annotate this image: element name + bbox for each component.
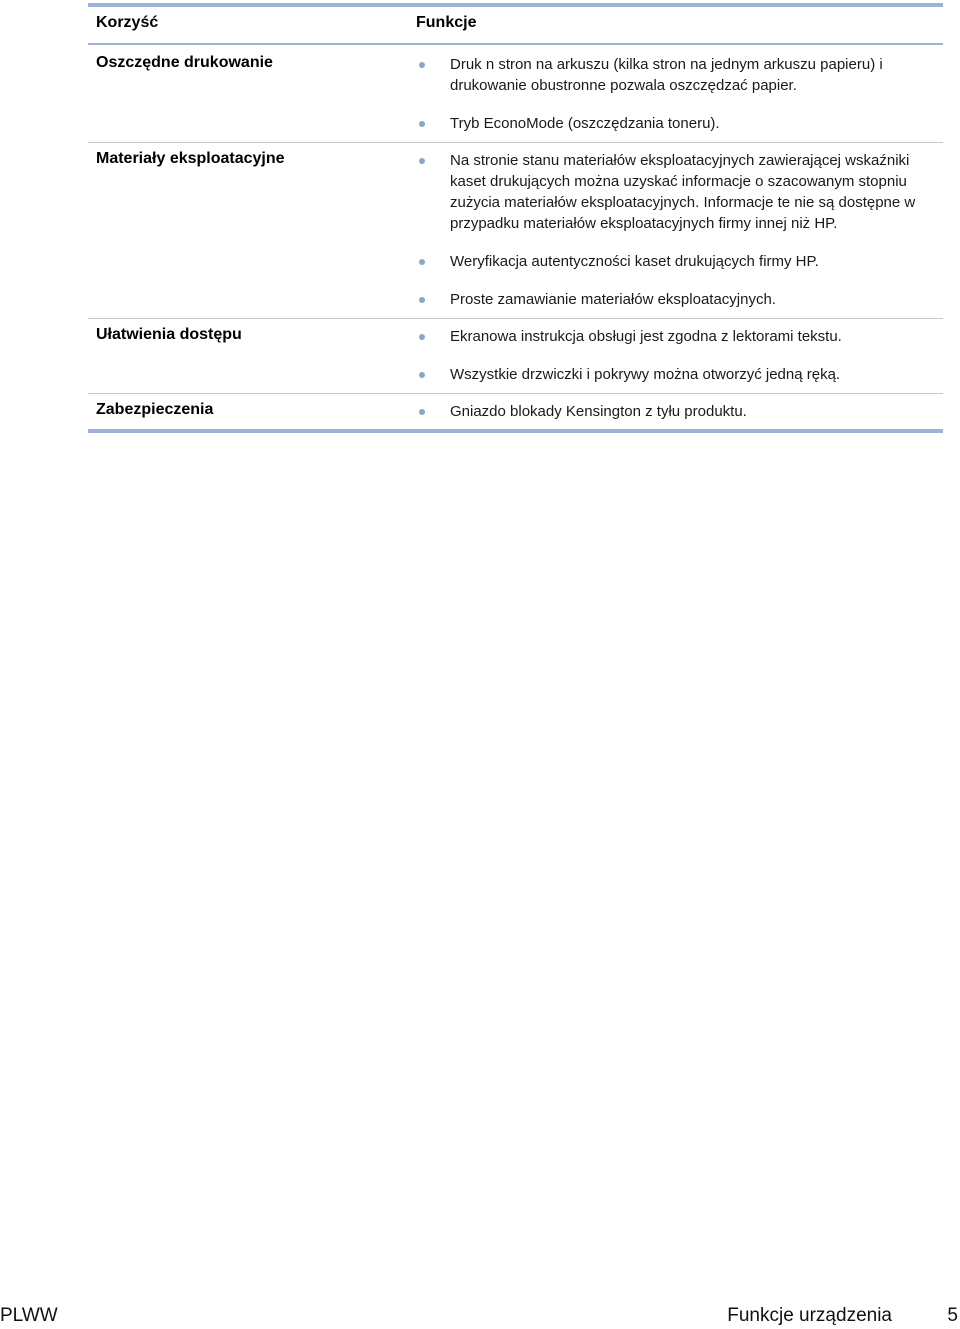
bullet-icon [419, 334, 425, 340]
bullet-icon [419, 62, 425, 68]
bullet-icon [419, 121, 425, 127]
bullet-icon [419, 409, 425, 415]
feature-text: Weryfikacja autentyczności kaset drukujących firmy HP. [450, 253, 819, 270]
bullet-icon [419, 372, 425, 378]
table-bottom-rule [88, 429, 943, 433]
benefit-supplies: Materiały eksploatacyjne [96, 150, 285, 167]
footer-page-number: 5 [947, 1305, 958, 1326]
feature-text: Ekranowa instrukcja obsługi jest zgodna z lektorami tekstu. [450, 328, 842, 345]
header-features: Funkcje [416, 14, 477, 31]
benefit-economical-printing: Oszczędne drukowanie [96, 54, 273, 71]
benefit-accessibility: Ułatwienia dostępu [96, 326, 242, 343]
table-header-rule [88, 43, 943, 45]
row-separator [88, 393, 943, 394]
feature-text: Wszystkie drzwiczki i pokrywy można otworzyć jedną ręką. [450, 366, 841, 383]
feature-text: Tryb EconoMode (oszczędzania toneru). [450, 115, 720, 132]
footer-section-title: Funkcje urządzenia [727, 1305, 892, 1326]
bullet-icon [419, 259, 425, 265]
header-benefit: Korzyść [96, 14, 159, 31]
row-separator [88, 318, 943, 319]
bullet-icon [419, 158, 425, 164]
feature-text: Gniazdo blokady Kensington z tyłu produktu. [450, 403, 747, 420]
footer-doc-id: PLWW [0, 1305, 58, 1326]
row-separator [88, 142, 943, 143]
benefit-security: Zabezpieczenia [96, 401, 214, 418]
bullet-icon [419, 297, 425, 303]
table-top-rule [88, 3, 943, 7]
feature-text: Na stronie stanu materiałów eksploatacyjnych zawierającej wskaźniki kaset drukujących można uzyskać informacje o szacowanym stopniu zużycia materiałów eksploatacyjnych. Informacje te nie są dostępne w przypadku materiałów eksploatacyjnych firmy innej niż HP. [450, 152, 916, 232]
feature-text: Proste zamawianie materiałów eksploatacyjnych. [450, 291, 776, 308]
feature-text: Druk n stron na arkuszu (kilka stron na jednym arkuszu papieru) i drukowanie obustronne pozwala oszczędzać papier. [450, 56, 883, 94]
